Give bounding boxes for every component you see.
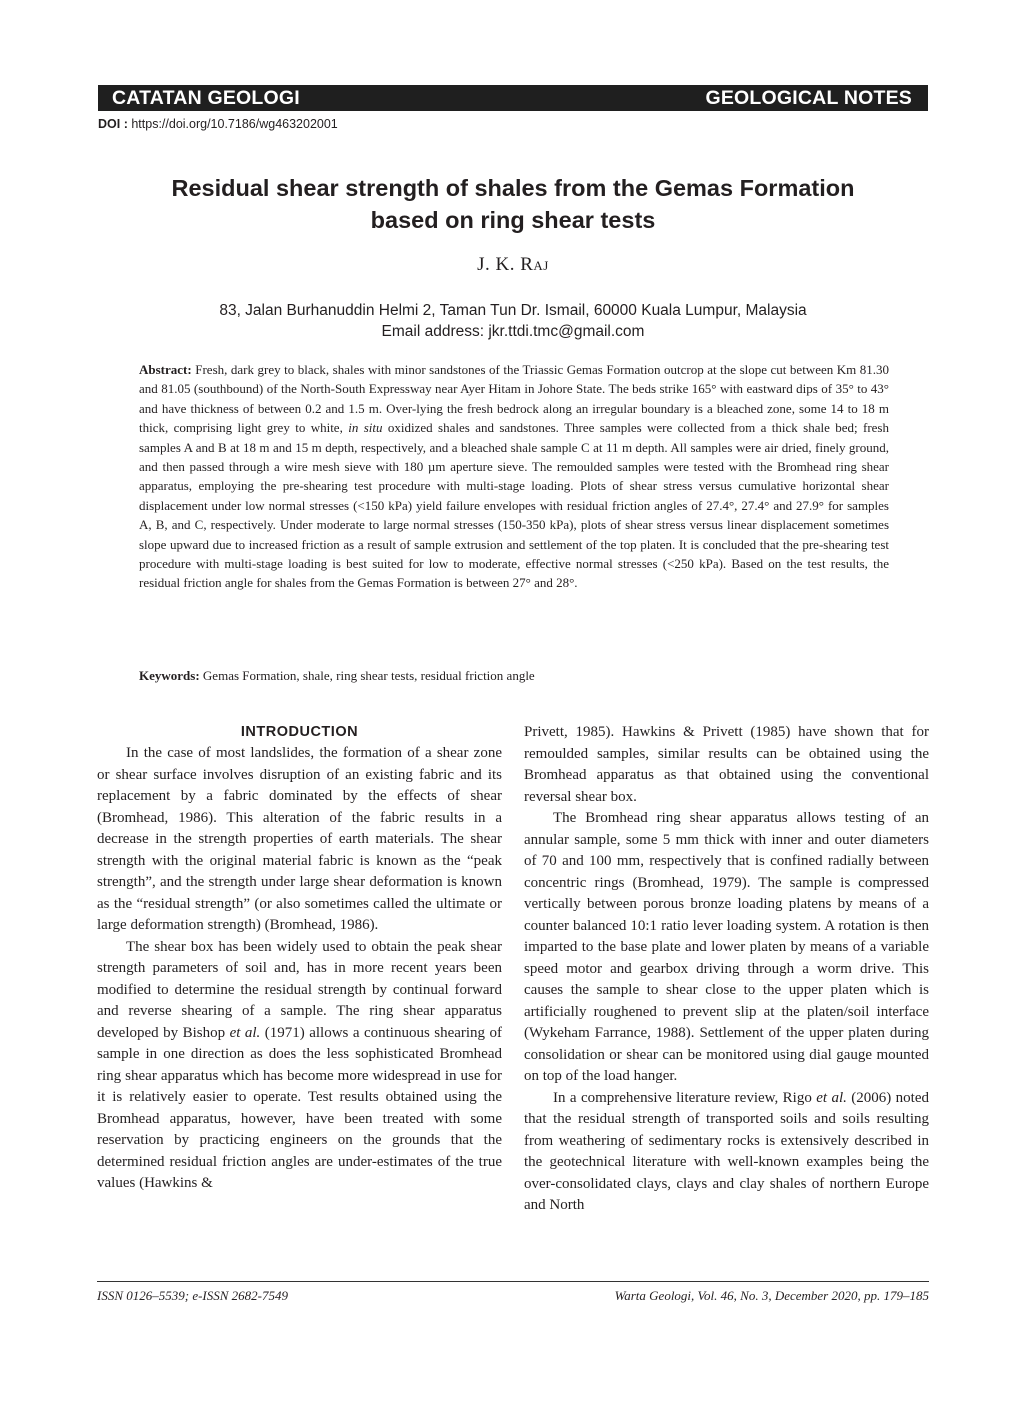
affiliation-address: 83, Jalan Burhanuddin Helmi 2, Taman Tun Dr. Ismail, 60000 Kuala Lumpur, Malaysia — [219, 302, 807, 319]
paragraph-2-continued: Privett, 1985). Hawkins & Privett (1985) have shown that for remoulded samples, similar results can be obtained using the Bromhead apparatus as that obtained using the conventional reversal shear box. — [524, 724, 929, 805]
left-column — [97, 722, 502, 1195]
section-label-english: GEOLOGICAL NOTES — [705, 87, 912, 109]
affiliation-email[interactable]: Email address: jkr.ttdi.tmc@gmail.com — [381, 323, 645, 340]
right-column — [524, 722, 929, 1217]
paragraph-2-text-b: (1971) allows a continuous shearing of sample in one direction as does the less sophisticated Bromhead ring shear apparatus which has become more widespread in use for it is relatively easier to operate. Test results obtained using the Bromhead apparatus, however, have been treated with some reservation by practicing engineers on the grounds that the determined residual friction angles are under-estimates of the true values (Hawkins & — [97, 1024, 503, 1191]
title-line-2: based on ring shear tests — [370, 207, 656, 233]
paragraph-2 — [97, 937, 502, 1195]
keywords-label: Keywords: — [139, 668, 200, 683]
paragraph-4 — [524, 1088, 929, 1217]
abstract-text-1: Fresh, dark grey to black, shales with minor sandstones of the Triassic Gemas Formation outcrop at the slope cut between Km 81.30 and 81.05 (southbound) of the North-South Expressway near Ayer Hitam in Johore State. The beds strike 165° with eastward dips of 35° to 43° and have thickness of between 0.2 and 1.5 m. Over-lying the fresh bedrock along an irregular boundary is a bleached zone, some 14 to 18 m thick, comprising light grey to white, — [139, 362, 890, 436]
paragraph-3: The Bromhead ring shear apparatus allows testing of an annular sample, some 5 mm thick with inner and outer diameters of 70 and 100 mm, respectively that is confined radially between concentric rings (Bromhead, 1979). The sample is compressed vertically between porous bronze loading platens by means of a counter balanced 10:1 ratio lever loading system. A rotation is then imparted to the base plate and lower platen by means of a variable speed motor and gearbox driving through a worm drive. This causes the sample to shear close to the upper platen which is artificially roughened to prevent slip at the platen/soil interface (Wykeham Farrance, 1988). Settlement of the upper platen during consolidation or shear can be monitored using dial gauge mounted on top of the load hanger. — [524, 810, 929, 1084]
abstract — [139, 360, 889, 593]
paragraph-2-text-a: The shear box has been widely used to obtain the peak shear strength parameters of soil and, has in more recent years been modified to determine the residual strength by continual forward and reverse shearing of a sample. The ring shear apparatus developed by Bishop — [97, 938, 502, 1041]
author-initials: J. K. — [477, 254, 515, 275]
paragraph-4-text-b: (2006) noted that the residual strength of transported soils and soils resulting from weathering of sedimentary rocks is extensively described in the geotechnical literature with well-known examples being the over-consolidated clays, clays and clay shales of northern Europe and North — [524, 1089, 930, 1213]
doi-line — [98, 117, 338, 131]
footer-issn: ISSN 0126–5539; e-ISSN 2682-7549 — [97, 1288, 289, 1303]
journal-banner — [98, 85, 928, 111]
footer-rule — [97, 1281, 929, 1282]
title-line-1: Residual shear strength of shales from the Gemas Formation — [171, 175, 855, 201]
author-name — [98, 254, 928, 276]
affiliation — [98, 300, 928, 342]
keywords — [139, 666, 889, 685]
paper-title — [98, 172, 928, 236]
paragraph-4-etal: et al. — [816, 1089, 847, 1106]
paragraph-2-etal: et al. — [229, 1024, 261, 1041]
abstract-insitu: in situ — [348, 420, 383, 436]
doi-prefix: DOI : — [98, 117, 128, 131]
author-surname: Raj — [520, 254, 549, 275]
abstract-label: Abstract: — [139, 362, 192, 377]
introduction-heading: INTRODUCTION — [240, 724, 359, 740]
doi-link[interactable]: https://doi.org/10.7186/wg463202001 — [131, 117, 338, 131]
footer-citation: Warta Geologi, Vol. 46, No. 3, December 2020, pp. 179–185 — [614, 1288, 929, 1303]
abstract-text-2: oxidized shales and sandstones. Three samples were collected from a thick shale bed; fresh samples A and B at 18 m and 15 m depth, respectively, and a bleached shale sample C at 11 m depth. All samples were air dried, finely ground, and then passed through a wire mesh sieve with 180 µm aperture sieve. The remoulded samples were tested with the Bromhead ring shear apparatus, employing the pre-shearing test procedure with multi-stage loading. Plots of shear stress versus cumulative horizontal shear displacement under low normal stresses (<150 kPa) yield failure envelopes with residual friction angles of 27.4°, 27.4° and 27.9° for samples A, B, and C, respectively. Under moderate to large normal stresses (150-350 kPa), plots of shear stress versus linear displacement sometimes slope upward due to increased friction as a result of sample extrusion and settlement of the top platen. It is concluded that the pre-shearing test procedure with multi-stage loading is best suited for low to moderate, effective normal stresses (<250 kPa). Based on the test results, the residual friction angle for shales from the Gemas Formation is between 27° and 28°. — [139, 420, 889, 591]
section-label-malay: CATATAN GEOLOGI — [112, 87, 300, 109]
keywords-text: Gemas Formation, shale, ring shear tests, residual friction angle — [202, 668, 535, 683]
paragraph-1: In the case of most landslides, the formation of a shear zone or shear surface involves disruption of an existing fabric and its replacement by a fabric dominated by the effects of shear (Bromhead, 1986). This alteration of the fabric results in a decrease in the strength properties of earth materials. The shear strength with the original material fabric is known as the “peak strength”, and the strength under large shear deformation is known as the “residual strength” (or also sometimes called the ultimate or large deformation strength) (Bromhead, 1986). — [97, 745, 502, 933]
paragraph-4-text-a: In a comprehensive literature review, Rigo — [553, 1089, 812, 1106]
